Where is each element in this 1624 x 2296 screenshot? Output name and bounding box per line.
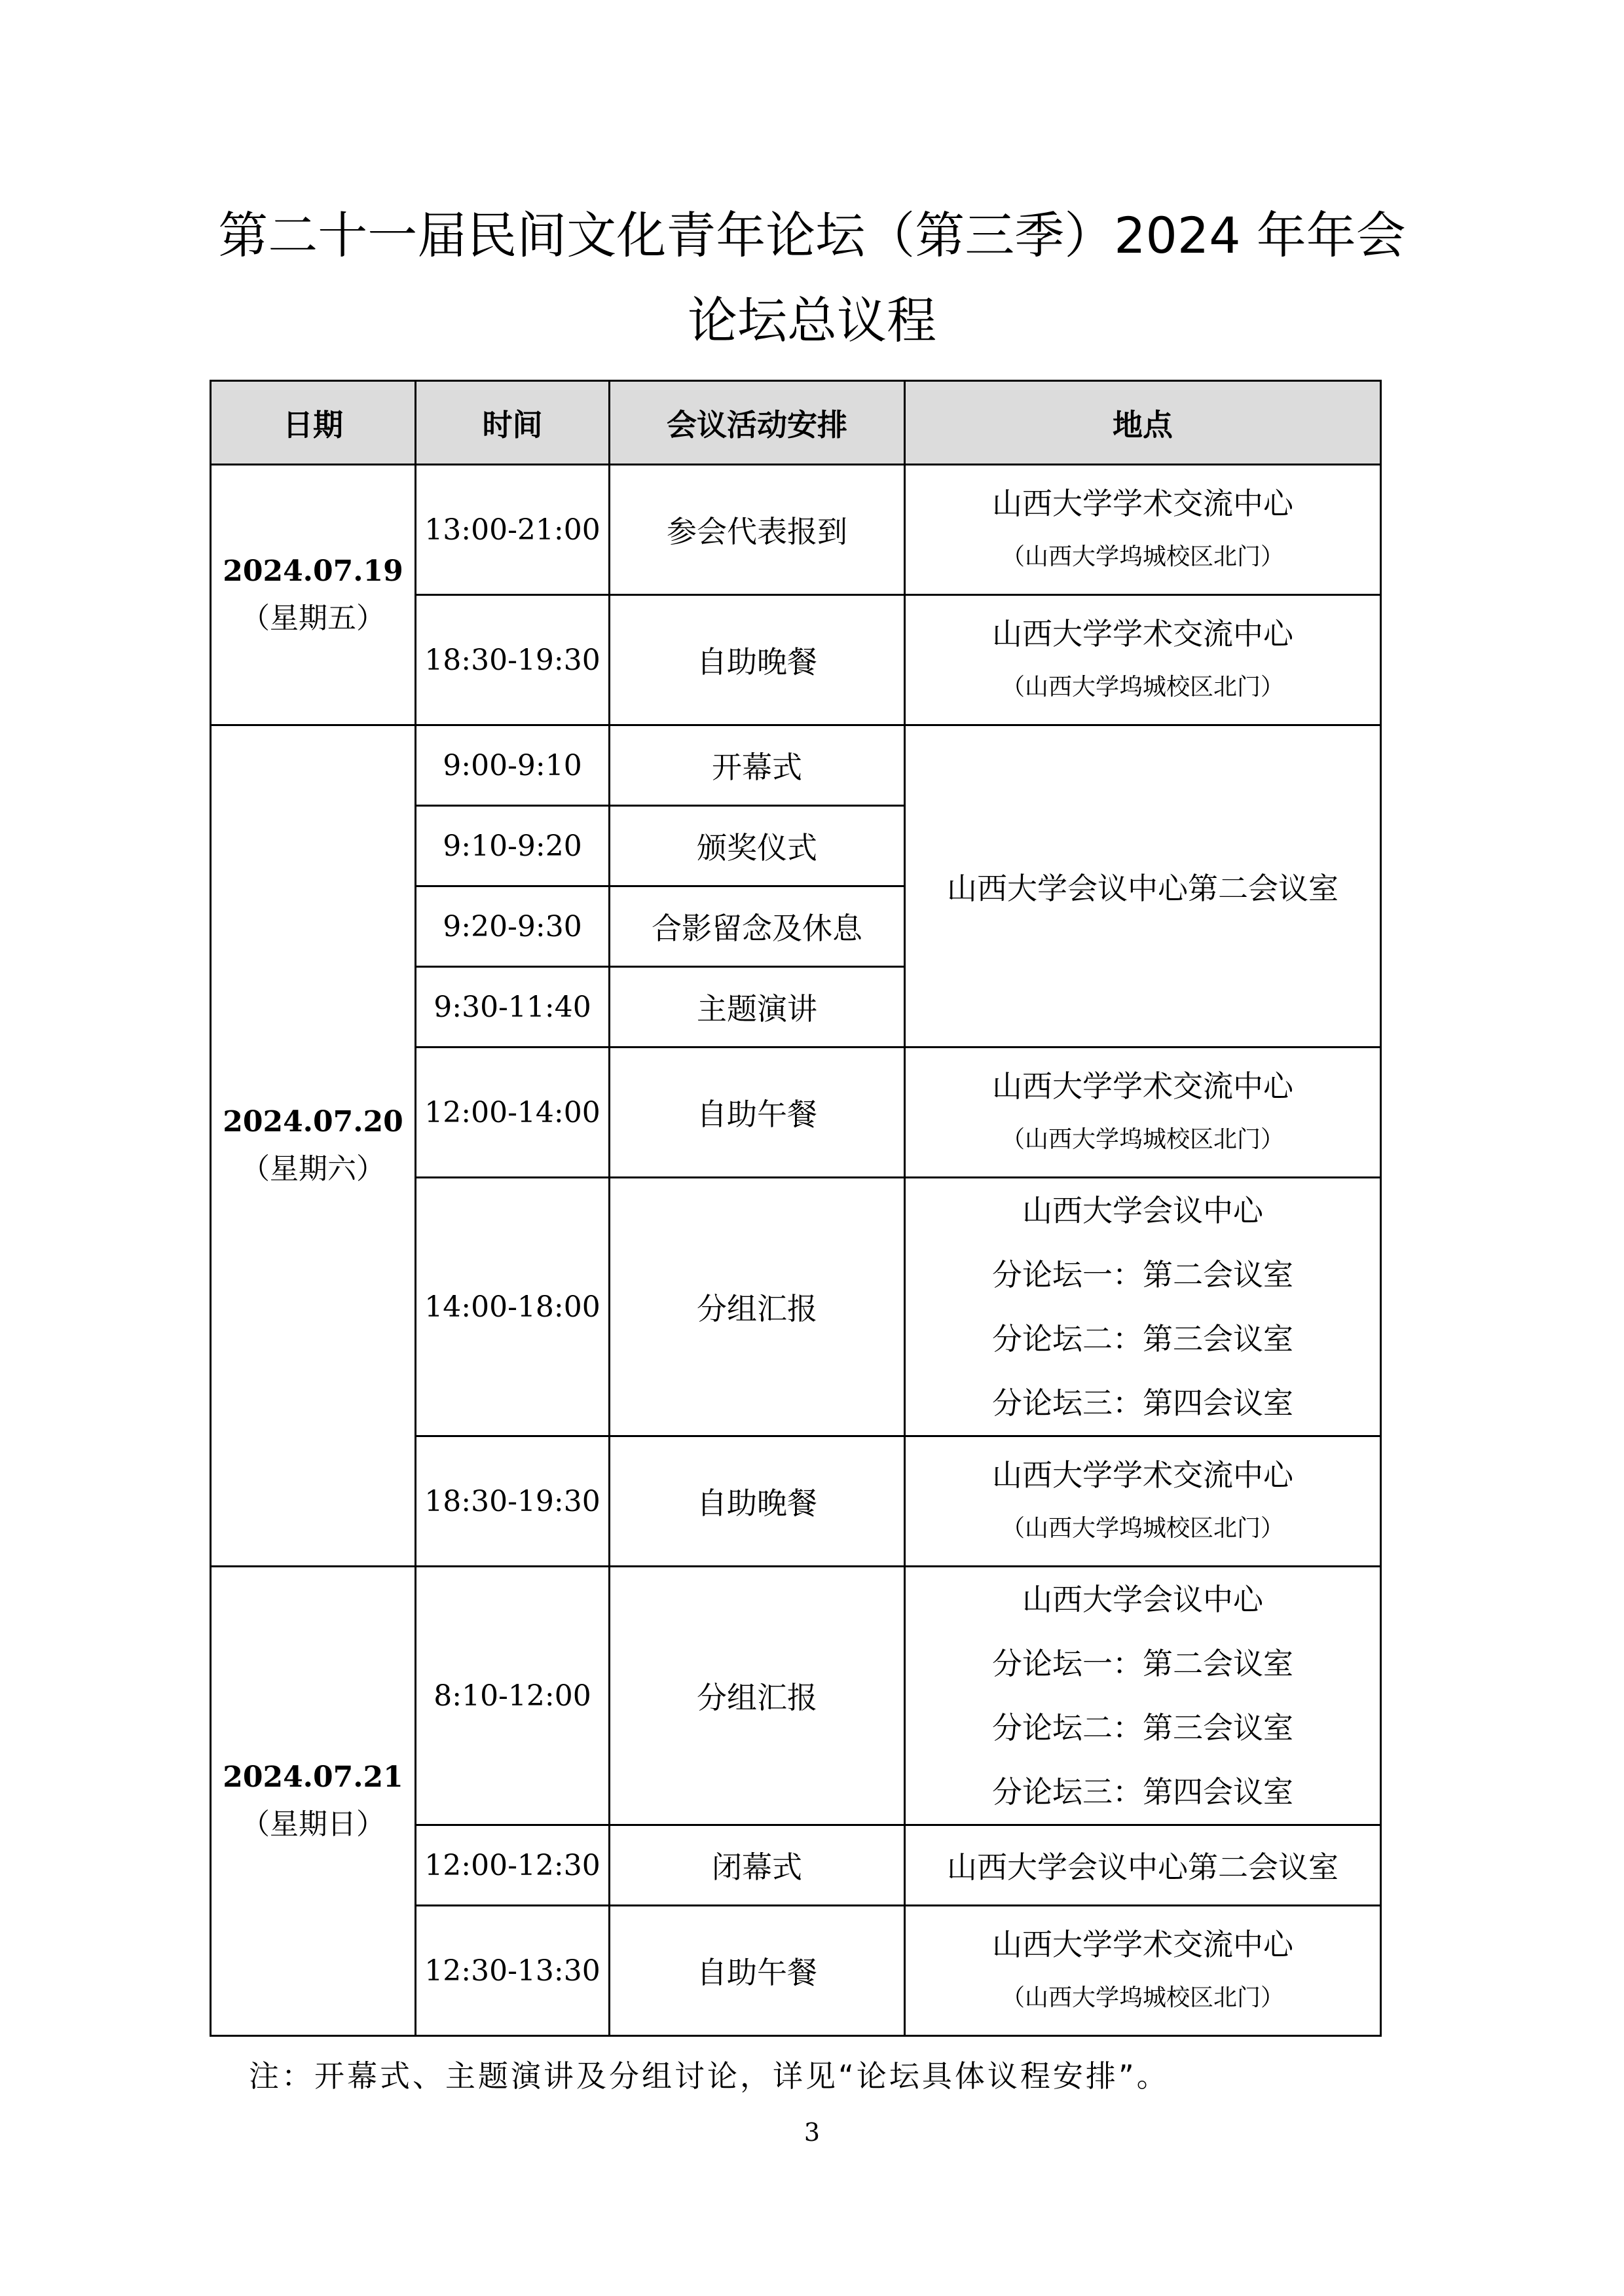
location-cell bbox=[905, 595, 1381, 725]
weekday-value: （星期日） bbox=[241, 1808, 385, 1841]
agenda-table bbox=[210, 380, 1382, 2037]
date-value: 2024.07.19 bbox=[223, 554, 403, 588]
location-cell bbox=[905, 725, 1381, 1048]
activity-cell: 自助晚餐 bbox=[610, 595, 905, 725]
location-cell bbox=[905, 1436, 1381, 1567]
location-detail: （山西大学坞城校区北门） bbox=[1001, 1515, 1284, 1542]
time-cell: 9:00-9:10 bbox=[416, 725, 610, 806]
document-subtitle: 论坛总议程 bbox=[688, 291, 936, 350]
activity-cell: 主题演讲 bbox=[610, 967, 905, 1048]
time-cell: 18:30-19:30 bbox=[416, 595, 610, 725]
activity-cell: 合影留念及休息 bbox=[610, 886, 905, 967]
table-row bbox=[211, 1567, 1381, 1825]
document-title: 第二十一届民间文化青年论坛（第三季）2024 年年会 bbox=[218, 206, 1406, 264]
location-name: 山西大学学术交流中心 bbox=[992, 1068, 1293, 1104]
header-location: 地点 bbox=[905, 381, 1381, 465]
activity-cell: 闭幕式 bbox=[610, 1825, 905, 1906]
location-name: 山西大学会议中心第二会议室 bbox=[947, 1850, 1338, 1885]
location-cell bbox=[905, 1567, 1381, 1825]
date-cell bbox=[211, 725, 416, 1567]
location-detail: （山西大学坞城校区北门） bbox=[1001, 543, 1284, 570]
header-date: 日期 bbox=[211, 381, 416, 465]
weekday-value: （星期五） bbox=[241, 601, 385, 635]
location-line: 山西大学会议中心 bbox=[1022, 1193, 1263, 1228]
time-cell: 14:00-18:00 bbox=[416, 1178, 610, 1436]
date-value: 2024.07.21 bbox=[223, 1760, 403, 1794]
activity-cell: 自助午餐 bbox=[610, 1906, 905, 2036]
location-line: 分论坛一：第二会议室 bbox=[992, 1646, 1293, 1681]
time-cell: 12:00-14:00 bbox=[416, 1048, 610, 1178]
table-header-row bbox=[211, 381, 1381, 465]
time-cell: 9:30-11:40 bbox=[416, 967, 610, 1048]
location-line: 山西大学会议中心 bbox=[1022, 1582, 1263, 1617]
location-name: 山西大学学术交流中心 bbox=[992, 1927, 1293, 1962]
activity-cell: 颁奖仪式 bbox=[610, 806, 905, 886]
location-name: 山西大学学术交流中心 bbox=[992, 486, 1293, 521]
location-cell bbox=[905, 1825, 1381, 1906]
location-detail: （山西大学坞城校区北门） bbox=[1001, 1126, 1284, 1153]
location-detail: （山西大学坞城校区北门） bbox=[1001, 674, 1284, 701]
time-cell: 12:00-12:30 bbox=[416, 1825, 610, 1906]
location-line: 分论坛三：第四会议室 bbox=[992, 1774, 1293, 1810]
time-cell: 9:20-9:30 bbox=[416, 886, 610, 967]
location-line: 分论坛二：第三会议室 bbox=[992, 1321, 1293, 1357]
location-cell bbox=[905, 1178, 1381, 1436]
time-cell: 18:30-19:30 bbox=[416, 1436, 610, 1567]
date-value: 2024.07.20 bbox=[223, 1105, 403, 1139]
location-detail: （山西大学坞城校区北门） bbox=[1001, 1984, 1284, 2011]
location-cell bbox=[905, 1048, 1381, 1178]
table-row bbox=[211, 465, 1381, 595]
location-line: 分论坛一：第二会议室 bbox=[992, 1257, 1293, 1292]
page-number: 3 bbox=[803, 2118, 821, 2147]
time-cell: 8:10-12:00 bbox=[416, 1567, 610, 1825]
activity-cell: 分组汇报 bbox=[610, 1178, 905, 1436]
weekday-value: （星期六） bbox=[241, 1152, 385, 1186]
location-line: 分论坛二：第三会议室 bbox=[992, 1710, 1293, 1745]
location-cell bbox=[905, 1906, 1381, 2036]
activity-cell: 参会代表报到 bbox=[610, 465, 905, 595]
date-cell bbox=[211, 1567, 416, 2036]
date-cell bbox=[211, 465, 416, 725]
table-row bbox=[211, 725, 1381, 806]
location-cell bbox=[905, 465, 1381, 595]
activity-cell: 分组汇报 bbox=[610, 1567, 905, 1825]
time-cell: 12:30-13:30 bbox=[416, 1906, 610, 2036]
time-cell: 13:00-21:00 bbox=[416, 465, 610, 595]
location-name: 山西大学会议中心第二会议室 bbox=[947, 870, 1338, 906]
header-time: 时间 bbox=[416, 381, 610, 465]
activity-cell: 自助晚餐 bbox=[610, 1436, 905, 1567]
header-activity: 会议活动安排 bbox=[610, 381, 905, 465]
activity-cell: 开幕式 bbox=[610, 725, 905, 806]
time-cell: 9:10-9:20 bbox=[416, 806, 610, 886]
footnote: 注：开幕式、主题演讲及分组讨论，详见“论坛具体议程安排”。 bbox=[249, 2058, 1170, 2094]
location-line: 分论坛三：第四会议室 bbox=[992, 1385, 1293, 1421]
location-name: 山西大学学术交流中心 bbox=[992, 1457, 1293, 1493]
location-name: 山西大学学术交流中心 bbox=[992, 616, 1293, 651]
activity-cell: 自助午餐 bbox=[610, 1048, 905, 1178]
